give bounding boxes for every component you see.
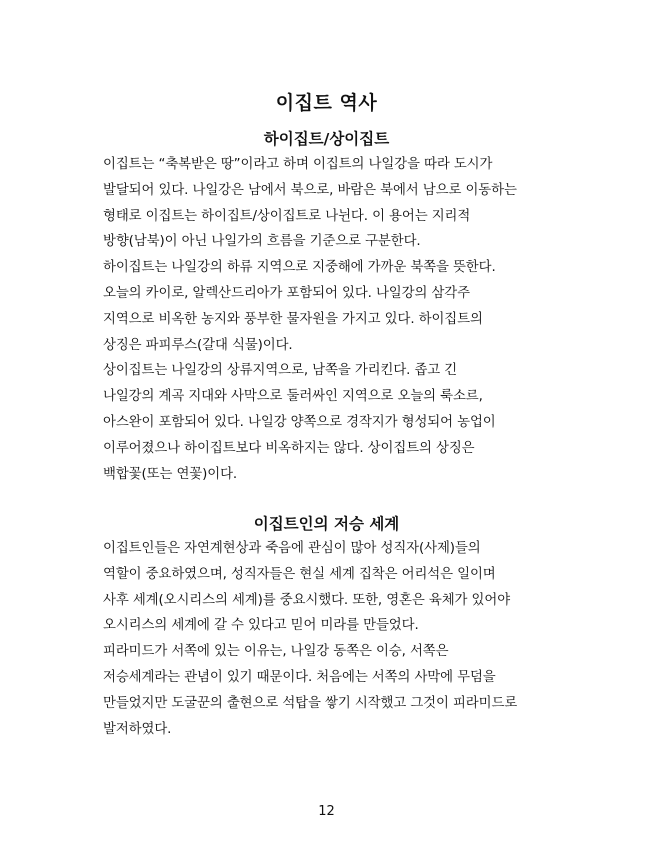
body-line: 방향(남북)이 아닌 나일가의 흐름을 기준으로 구분한다.	[103, 234, 421, 250]
body-line: 발저하였다.	[103, 721, 172, 737]
body-line: 지역으로 비옥한 농지와 풍부한 물자원을 가지고 있다. 하이집트의	[103, 311, 483, 327]
body-line: 나일강의 계곡 지대와 사막으로 둘러싸인 지역으로 오늘의 룩소르,	[103, 389, 483, 405]
body-line: 사후 세계(오시리스의 세계)를 중요시했다. 또한, 영혼은 육체가 있어야	[103, 592, 511, 608]
body-line: 역할이 중요하였으며, 성직자들은 현실 세계 집착은 어리석은 일이며	[103, 566, 496, 582]
page-number: 12	[318, 804, 335, 819]
body-line: 만들었지만 도굴꾼의 출현으로 석탑을 쌓기 시작했고 그것이 피라미드로	[103, 695, 518, 711]
body-line: 이집트는 “축복받은 땅”이라고 하며 이집트의 나일강을 따라 도시가	[103, 157, 493, 172]
body-line: 오시리스의 세계에 갈 수 있다고 믿어 미라를 만들었다.	[103, 618, 419, 634]
body-line: 이루어졌으나 하이집트보다 비옥하지는 않다. 상이집트의 상징은	[103, 440, 475, 456]
body-line: 아스완이 포함되어 있다. 나일강 양쪽으로 경작지가 형성되어 농업이	[103, 414, 496, 430]
document-title: 이집트 역사	[275, 92, 378, 114]
section-heading-afterlife: 이집트인의 저승 세계	[253, 515, 400, 533]
section-body-afterlife	[103, 536, 573, 742]
body-line: 오늘의 카이로, 알렉산드리아가 포함되어 있다. 나일강의 삼각주	[103, 285, 470, 301]
body-line: 발달되어 있다. 나일강은 남에서 북으로, 바람은 북에서 남으로 이동하는	[103, 182, 517, 198]
section-heading-upper-lower-egypt: 하이집트/상이집트	[263, 130, 390, 148]
body-line: 하이집트는 나일강의 하류 지역으로 지중해에 가까운 북쪽을 뜻한다.	[103, 260, 496, 276]
body-line: 저승세계라는 관념이 있기 때문이다. 처음에는 서쪽의 사막에 무덤을	[103, 669, 496, 685]
body-line: 백합꽃(또는 연꽃)이다.	[103, 466, 238, 482]
body-line: 상징은 파피루스(갈대 식물)이다.	[103, 337, 293, 353]
body-line: 형태로 이집트는 하이집트/상이집트로 나뉜다. 이 용어는 지리적	[103, 208, 471, 224]
body-line: 피라미드가 서쪽에 있는 이유는, 나일강 동쪽은 이승, 서쪽은	[103, 644, 449, 660]
body-line: 상이집트는 나일강의 상류지역으로, 남쪽을 가리킨다. 좁고 긴	[103, 363, 458, 379]
body-line: 이집트인들은 자연계현상과 죽음에 관심이 많아 성직자(사제)들의	[103, 541, 481, 556]
section-body-upper-lower-egypt	[103, 152, 573, 487]
